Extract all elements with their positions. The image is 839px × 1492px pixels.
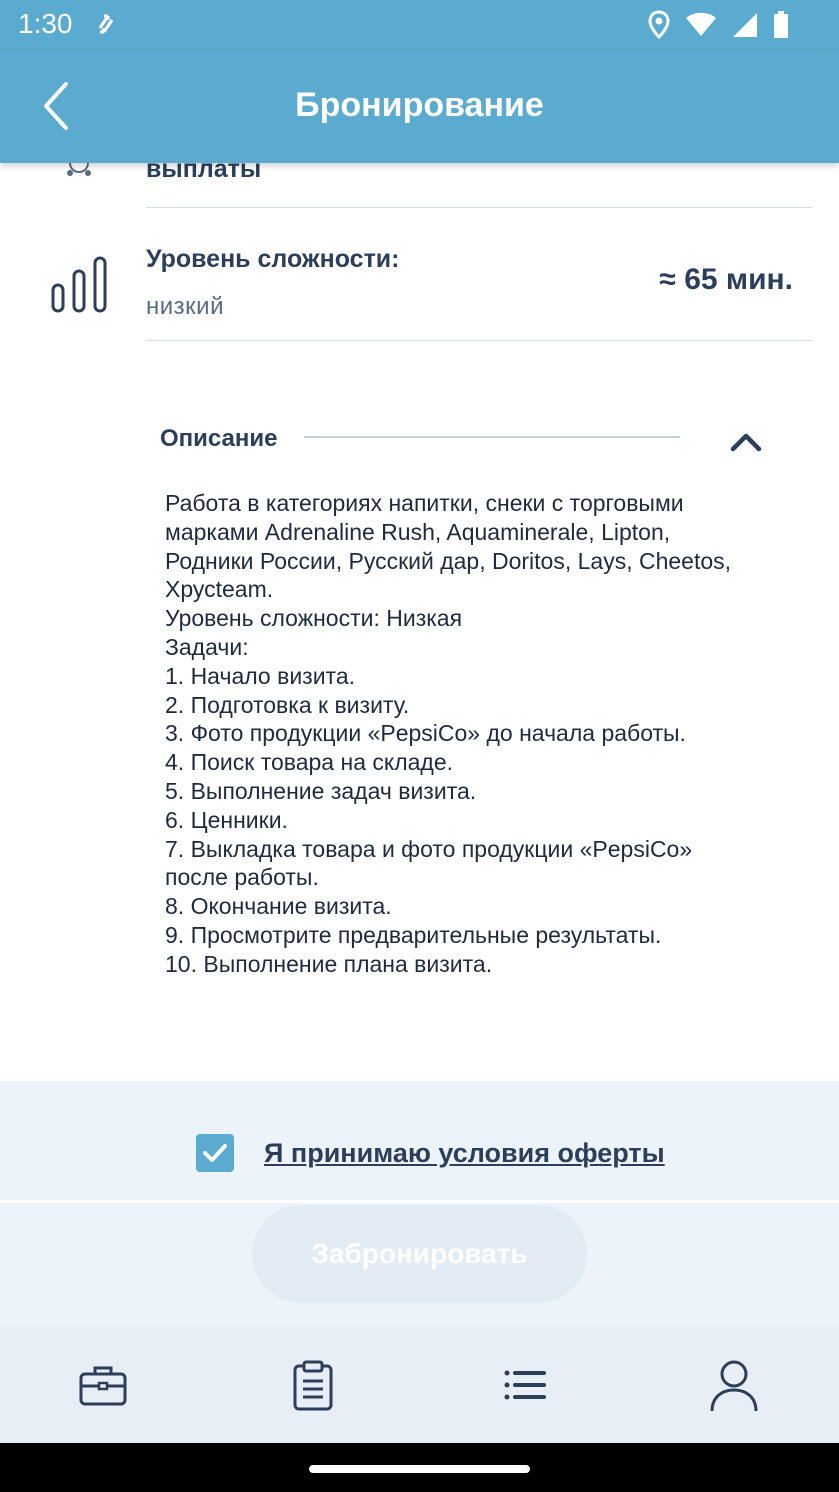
page-title: Бронирование bbox=[295, 86, 544, 124]
sync-icon bbox=[94, 10, 118, 43]
description-line: 8. Окончание визита. bbox=[165, 893, 392, 920]
duration-value: ≈ 65 мин. bbox=[659, 263, 793, 296]
collapse-description-button[interactable] bbox=[726, 421, 766, 461]
booking-details[interactable] bbox=[0, 163, 839, 1081]
divider bbox=[146, 340, 812, 341]
payout-label: выплаты bbox=[146, 163, 262, 183]
list-icon bbox=[496, 1357, 552, 1413]
panel-separator bbox=[0, 1200, 839, 1203]
nav-jobs[interactable] bbox=[75, 1357, 131, 1413]
description-line: 9. Просмотрите предварительные результаты. bbox=[165, 921, 662, 948]
nav-profile[interactable] bbox=[706, 1357, 762, 1413]
location-icon bbox=[647, 10, 671, 45]
user-icon bbox=[706, 1357, 762, 1413]
description-line: 10. Выполнение плана визита. bbox=[165, 950, 493, 977]
status-bar bbox=[0, 0, 839, 50]
battery-icon bbox=[773, 11, 789, 44]
book-button[interactable]: Забронировать bbox=[252, 1205, 587, 1303]
accept-offer-checkbox[interactable] bbox=[196, 1134, 234, 1172]
description-line: 5. Выполнение задач визита. bbox=[165, 777, 477, 804]
description-line: Родники России, Русский дар, Doritos, Lays, Cheetos, bbox=[165, 547, 732, 574]
description-line: Уровень сложности: Низкая bbox=[165, 605, 463, 632]
signal-icon bbox=[731, 11, 759, 44]
description-line: после работы. bbox=[165, 864, 319, 891]
difficulty-label: Уровень сложности: bbox=[146, 245, 400, 273]
offer-terms-link[interactable]: Я принимаю условия оферты bbox=[264, 1138, 665, 1168]
description-divider bbox=[304, 436, 680, 438]
description-line: 3. Фото продукции «PepsiCo» до начала работы. bbox=[165, 720, 686, 747]
description-heading: Описание bbox=[160, 425, 278, 452]
clipboard-icon bbox=[285, 1357, 341, 1413]
difficulty-value: низкий bbox=[146, 293, 224, 320]
wifi-icon bbox=[685, 12, 717, 43]
difficulty-bars-icon bbox=[50, 255, 110, 320]
description-line: 7. Выкладка товара и фото продукции «PepsiCo» bbox=[165, 835, 693, 862]
chevron-up-icon bbox=[726, 421, 766, 461]
booking-panel bbox=[0, 1081, 839, 1327]
description-line: 4. Поиск товара на складе. bbox=[165, 749, 454, 776]
description-line: 6. Ценники. bbox=[165, 806, 288, 833]
nav-tasks[interactable] bbox=[285, 1357, 341, 1413]
payout-icon bbox=[52, 163, 106, 194]
system-navigation-bar bbox=[0, 1443, 839, 1492]
description-line: 1. Начало визита. bbox=[165, 662, 356, 689]
description-line: Работа в категориях напитки, снеки с торговыми bbox=[165, 490, 684, 516]
description-line: 2. Подготовка к визиту. bbox=[165, 691, 410, 718]
divider bbox=[146, 207, 812, 208]
description-line: Задачи: bbox=[165, 633, 249, 660]
description-text bbox=[165, 489, 785, 979]
status-time: 1:30 bbox=[18, 8, 73, 39]
app-bar bbox=[0, 50, 839, 163]
bottom-navigation bbox=[0, 1327, 839, 1443]
description-line: марками Adrenaline Rush, Aquaminerale, Lipton, bbox=[165, 518, 671, 545]
home-gesture-handle[interactable] bbox=[309, 1465, 530, 1473]
check-icon bbox=[196, 1134, 234, 1172]
nav-list[interactable] bbox=[496, 1357, 552, 1413]
briefcase-icon bbox=[75, 1357, 131, 1413]
description-line: Хрусteam. bbox=[165, 576, 274, 603]
